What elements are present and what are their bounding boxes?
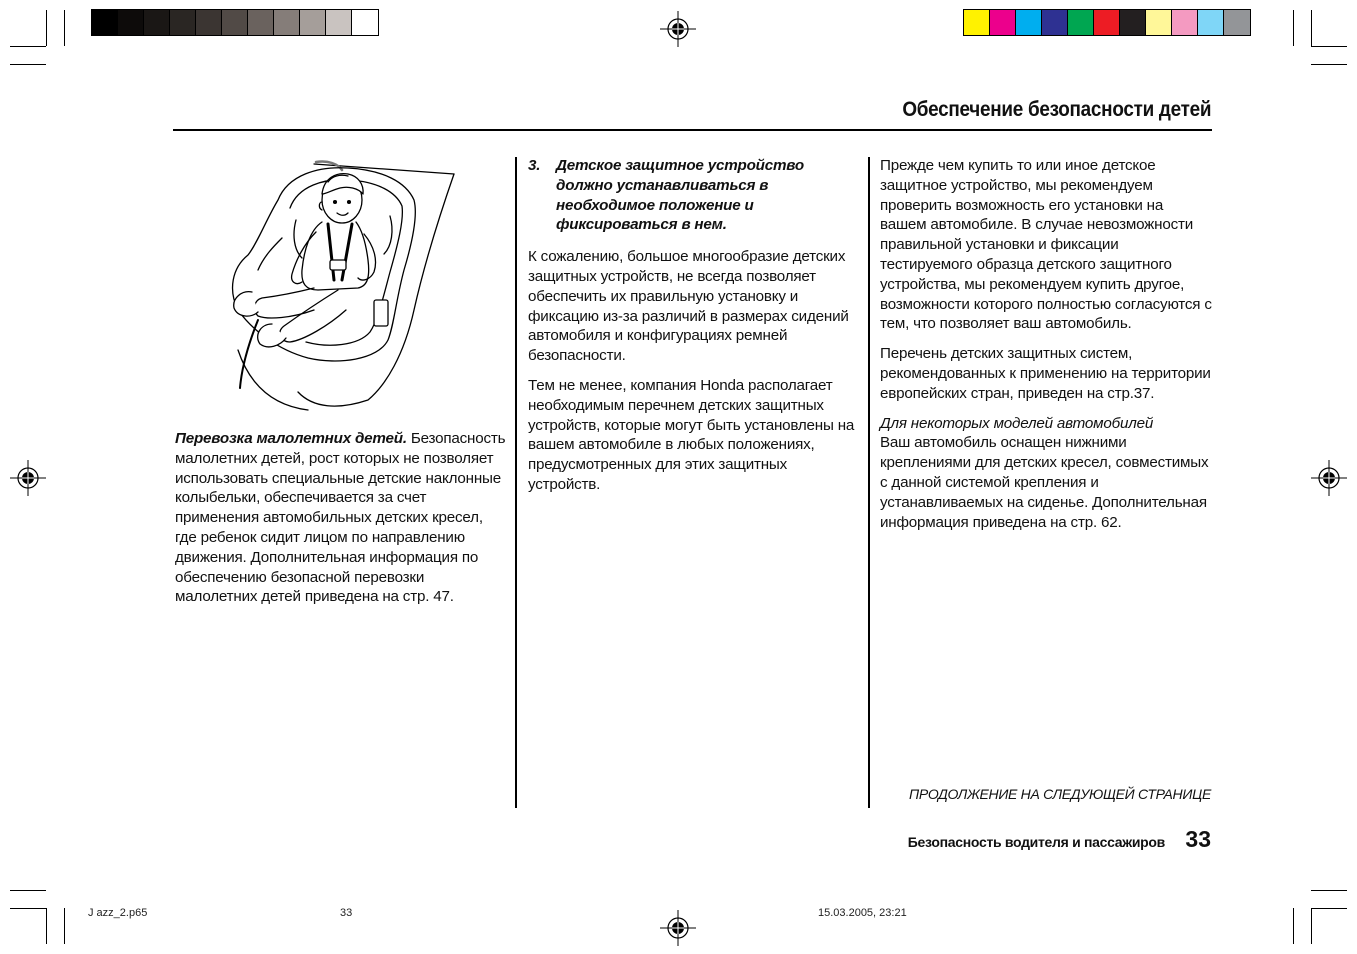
footer-section-title: Безопасность водителя и пассажиров xyxy=(907,834,1165,850)
print-timestamp: 15.03.2005, 23:21 xyxy=(818,907,907,919)
color-swatch xyxy=(248,10,274,35)
process-color-bar xyxy=(963,9,1251,36)
numbered-step xyxy=(528,156,862,235)
color-swatch xyxy=(1198,10,1224,35)
registration-mark-icon xyxy=(10,460,46,496)
color-swatch xyxy=(1094,10,1120,35)
color-swatch xyxy=(274,10,300,35)
color-swatch xyxy=(196,10,222,35)
left-paragraph xyxy=(175,429,507,607)
color-swatch xyxy=(326,10,352,35)
page-number: 33 xyxy=(1185,826,1211,852)
color-swatch xyxy=(144,10,170,35)
middle-column xyxy=(528,156,862,505)
color-swatch xyxy=(1016,10,1042,35)
color-swatch xyxy=(1042,10,1068,35)
column-divider xyxy=(515,157,517,808)
header-rule xyxy=(173,129,1212,131)
color-swatch xyxy=(352,10,378,35)
color-swatch xyxy=(1120,10,1146,35)
color-swatch xyxy=(1172,10,1198,35)
middle-paragraph-1: К сожалению, большое многообразие детских защитных устройств, не всегда позволяет обеспечить их правильную установку и фиксацию из-за различий в размерах сидений автомобиля и конфигурациях ремней безопасности. xyxy=(528,248,849,365)
step-number: 3. xyxy=(528,157,541,174)
column-divider xyxy=(868,157,870,808)
right-paragraph-1: Прежде чем купить то или иное детское защитное устройство, мы рекомендуем проверить возможность его установки на вашем автомобиле. В случае невозможности правильной установки и фиксации тестируемого образца детского защитного устройства, мы рекомендуем купить другое, возможности которого полностью согласуются с тем, что позволяет ваш автомобиль. xyxy=(880,157,1212,333)
step-text: Детское защитное устройство должно устанавливаться в необходимое положение и фиксироваться в нем. xyxy=(556,157,804,234)
registration-mark-icon xyxy=(1311,460,1347,496)
color-swatch xyxy=(92,10,118,35)
color-swatch xyxy=(222,10,248,35)
left-column xyxy=(175,429,507,617)
child-car-seat-illustration xyxy=(218,160,458,412)
file-name: J azz_2.p65 xyxy=(88,907,148,919)
color-swatch xyxy=(170,10,196,35)
grayscale-color-bar xyxy=(91,9,379,36)
note-text: Ваш автомобиль оснащен нижними креплениями для детских кресел, совместимых с данной системой крепления и устанавливаемых на сиденье. Дополнительная информация приведена на стр. 62. xyxy=(880,434,1209,531)
note-title: Для некоторых моделей автомобилей xyxy=(880,414,1154,432)
page-title: Обеспечение безопасности детей xyxy=(902,98,1211,121)
right-column xyxy=(880,156,1212,532)
file-page: 33 xyxy=(340,907,353,919)
color-swatch xyxy=(118,10,144,35)
color-swatch xyxy=(1068,10,1094,35)
registration-mark-icon xyxy=(660,910,696,946)
right-paragraph-2: Перечень детских защитных систем, рекомендованных к применению на территории европейских стран, приведен на стр.37. xyxy=(880,345,1211,402)
color-swatch xyxy=(1146,10,1172,35)
paragraph-text: Безопасность малолетних детей, рост которых не позволяет использовать специальные детские наклонные колыбельки, обеспечивается за счет применения автомобильных детских кресел, где ребенок сидит лицом по направлению движения. Дополнительная информация по обеспечению безопасной перевозки малолетних детей приведена на стр. 47. xyxy=(175,430,506,606)
paragraph-lead: Перевозка малолетних детей. xyxy=(175,430,407,447)
continued-label: ПРОДОЛЖЕНИЕ НА СЛЕДУЮЩЕЙ СТРАНИЦЕ xyxy=(908,786,1211,802)
middle-paragraph-2: Тем не менее, компания Honda располагает необходимым перечнем детских защитных устройств, которые могут быть установлены на вашем автомобиле в любых положениях, предусмотренных для этих защитных устройств. xyxy=(528,376,855,493)
color-swatch xyxy=(300,10,326,35)
registration-mark-icon xyxy=(660,11,696,47)
color-swatch xyxy=(1224,10,1250,35)
color-swatch xyxy=(990,10,1016,35)
color-swatch xyxy=(964,10,990,35)
